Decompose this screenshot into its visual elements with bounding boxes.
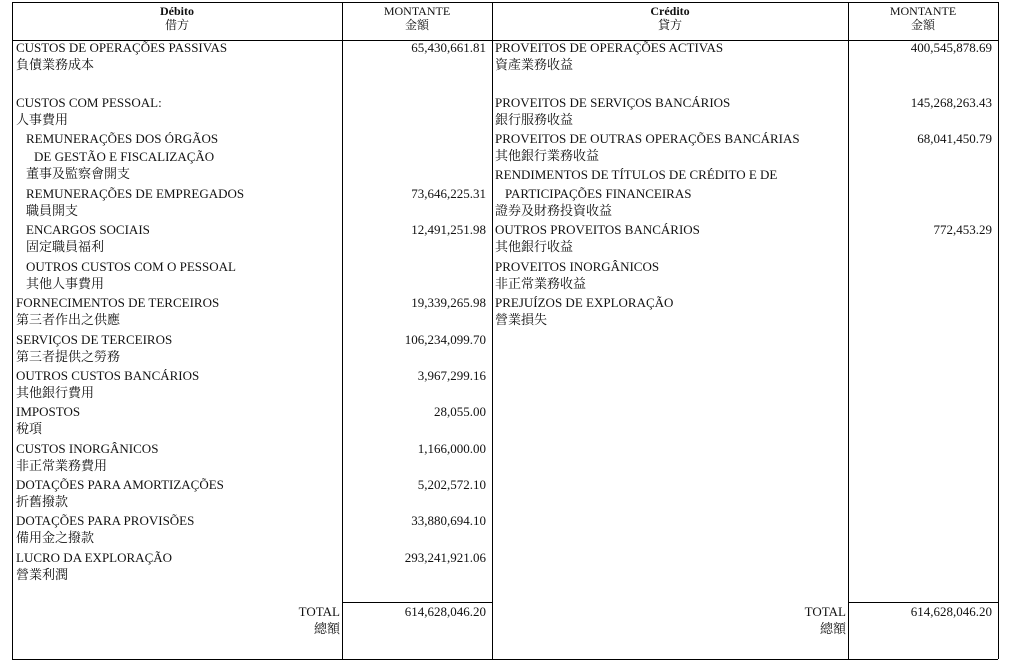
debit-label-zh: 職員開支: [26, 204, 79, 219]
debit-header: [12, 4, 342, 32]
debit-label: DOTAÇÕES PARA PROVISÕES: [16, 513, 195, 528]
debit-label-zh: 折舊撥款: [16, 495, 69, 510]
credit-label: PROVEITOS DE OUTRAS OPERAÇÕES BANCÁRIAS: [495, 131, 800, 146]
debit-label: REMUNERAÇÕES DOS ÓRGÃOS: [26, 131, 219, 146]
credit-label-zh: 其他銀行業務收益: [495, 149, 600, 164]
credit-label-zh: 資產業務收益: [495, 58, 574, 73]
credit-label: PROVEITOS DE OPERAÇÕES ACTIVAS: [495, 40, 724, 55]
debit-value: 33,880,694.10: [411, 513, 486, 528]
debit-label-zh: 稅項: [16, 422, 43, 437]
debit-value: 28,055.00: [434, 404, 486, 419]
debit-label-zh: 負債業務成本: [16, 58, 95, 73]
debit-label-zh: 第三者提供之勞務: [16, 350, 121, 365]
debit-label-zh: 其他人事費用: [26, 277, 105, 292]
credit-amount-header-pt: MONTANTE: [889, 4, 957, 18]
credit-label-cont: PARTICIPAÇÕES FINANCEIRAS: [505, 186, 692, 201]
debit-total-label: TOTAL: [298, 604, 340, 619]
debit-header-pt: Débito: [160, 4, 194, 18]
debit-value: 65,430,661.81: [411, 40, 486, 55]
credit-value: 145,268,263.43: [910, 95, 992, 110]
debit-value: 3,967,299.16: [417, 368, 486, 383]
debit-amount-header-zh: 金額: [404, 18, 429, 32]
debit-label-zh: 董事及監察會開支: [26, 167, 131, 182]
credit-label-zh: 銀行服務收益: [495, 113, 574, 128]
debit-label-cont: DE GESTÃO E FISCALIZAÇÃO: [34, 149, 215, 164]
credit-total-label-zh: 總額: [819, 622, 846, 637]
debit-value: 5,202,572.10: [417, 477, 486, 492]
debit-value: 19,339,265.98: [411, 295, 486, 310]
debit-amount-header-pt: MONTANTE: [383, 4, 451, 18]
debit-value: 73,646,225.31: [411, 186, 486, 201]
credit-label: RENDIMENTOS DE TÍTULOS DE CRÉDITO E DE: [495, 167, 778, 182]
credit-label: PROVEITOS INORGÂNICOS: [495, 259, 660, 274]
table-top-border: [12, 2, 998, 3]
debit-total-label-zh: 總額: [313, 622, 340, 637]
credit-total-value: 614,628,046.20: [910, 604, 992, 619]
debit-value: 293,241,921.06: [404, 550, 486, 565]
table-bottom-border: [12, 659, 998, 660]
debit-label-zh: 營業利潤: [16, 568, 69, 583]
credit-header-pt: Crédito: [650, 4, 690, 18]
debit-label-zh: 人事費用: [16, 113, 69, 128]
credit-value: 400,545,878.69: [910, 40, 992, 55]
debit-label: CUSTOS DE OPERAÇÕES PASSIVAS: [16, 40, 228, 55]
credit-value: 772,453.29: [933, 222, 992, 237]
credit-total-label: TOTAL: [804, 604, 846, 619]
credit-header: [492, 4, 848, 32]
credit-label-zh: 其他銀行收益: [495, 240, 574, 255]
debit-label: LUCRO DA EXPLORAÇÃO: [16, 550, 173, 565]
credit-label-zh: 證券及財務投資收益: [495, 204, 613, 219]
debit-label: REMUNERAÇÕES DE EMPREGADOS: [26, 186, 245, 201]
credit-amount-header: [848, 4, 998, 32]
debit-label-zh: 其他銀行費用: [16, 386, 95, 401]
debit-label-zh: 備用金之撥款: [16, 531, 95, 546]
credit-label-zh: 營業損失: [495, 313, 548, 328]
debit-total-value: 614,628,046.20: [404, 604, 486, 619]
credit-label: PREJUÍZOS DE EXPLORAÇÃO: [495, 295, 674, 310]
col-border-left: [12, 2, 13, 659]
credit-label: OUTROS PROVEITOS BANCÁRIOS: [495, 222, 700, 237]
debit-header-zh: 借方: [164, 18, 189, 32]
debit-label: IMPOSTOS: [16, 404, 81, 419]
col-border-right: [998, 2, 999, 659]
debit-value: 106,234,099.70: [404, 332, 486, 347]
debit-label: CUSTOS COM PESSOAL:: [16, 95, 162, 110]
debit-label: CUSTOS INORGÂNICOS: [16, 441, 159, 456]
debit-label-zh: 固定職員福利: [26, 240, 105, 255]
credit-label: PROVEITOS DE SERVIÇOS BANCÁRIOS: [495, 95, 731, 110]
debit-amount-header: [342, 4, 492, 32]
debit-value: 1,166,000.00: [417, 441, 486, 456]
credit-amount-header-zh: 金額: [910, 18, 935, 32]
debit-label-zh: 第三者作出之供應: [16, 313, 121, 328]
debit-label: SERVIÇOS DE TERCEIROS: [16, 332, 173, 347]
credit-label-zh: 非正常業務收益: [495, 277, 587, 292]
credit-header-zh: 貸方: [657, 18, 682, 32]
col-border-credit: [492, 2, 493, 659]
debit-value: 12,491,251.98: [411, 222, 486, 237]
debit-label: DOTAÇÕES PARA AMORTIZAÇÕES: [16, 477, 224, 492]
debit-label: OUTROS CUSTOS BANCÁRIOS: [16, 368, 200, 383]
credit-value: 68,041,450.79: [917, 131, 992, 146]
debit-label: OUTROS CUSTOS COM O PESSOAL: [26, 259, 236, 274]
debit-label: ENCARGOS SOCIAIS: [26, 222, 150, 237]
debit-label: FORNECIMENTOS DE TERCEIROS: [16, 295, 220, 310]
debit-label-zh: 非正常業務費用: [16, 459, 108, 474]
